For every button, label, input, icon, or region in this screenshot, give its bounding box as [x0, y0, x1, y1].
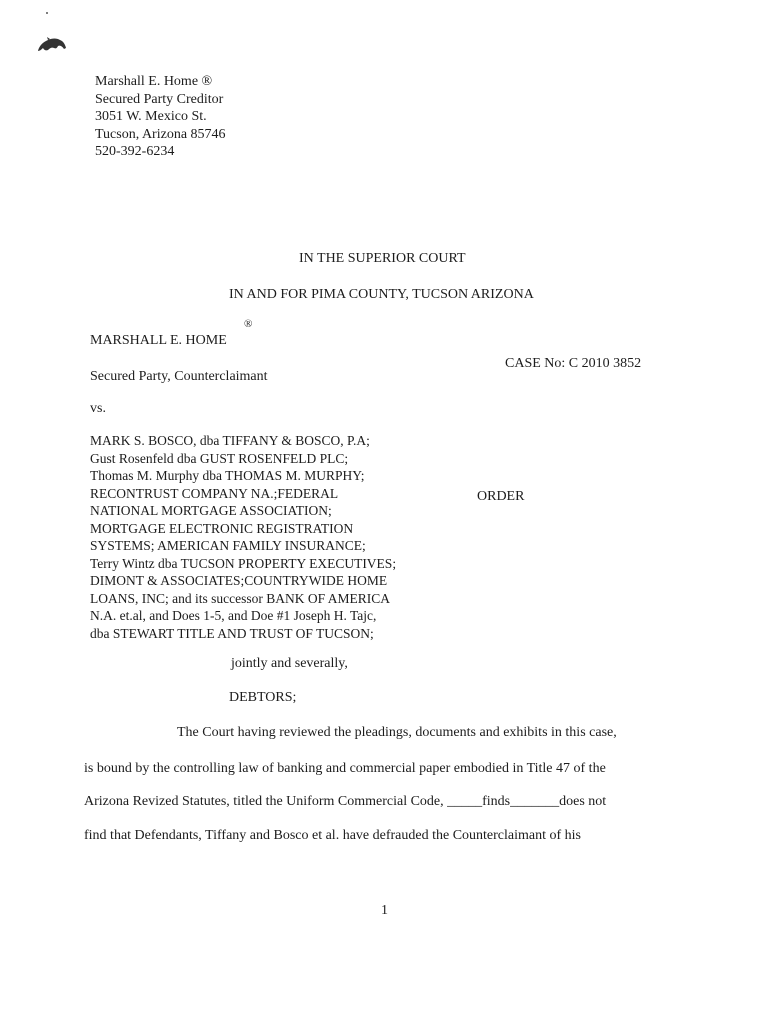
page-number: 1	[381, 903, 388, 918]
defendant-line: DIMONT & ASSOCIATES;COUNTRYWIDE HOME	[90, 573, 388, 588]
case-number: CASE No: C 2010 3852	[505, 356, 642, 371]
sender-phone: 520-392-6234	[95, 144, 175, 159]
claimant-name: MARSHALL E. HOME	[90, 333, 227, 348]
sender-city: Tucson, Arizona 85746	[95, 126, 226, 142]
versus-label: vs.	[90, 401, 106, 416]
defendant-line: MORTGAGE ELECTRONIC REGISTRATION	[90, 520, 354, 536]
registered-mark: ®	[244, 318, 253, 330]
body-line-3: Arizona Revized Statutes, titled the Uniform Commercial Code, _____finds_______does not	[84, 794, 607, 809]
defendant-line: dba STEWART TITLE AND TRUST OF TUCSON;	[90, 625, 374, 641]
scan-speck	[46, 12, 48, 14]
court-heading-line2: IN AND FOR PIMA COUNTY, TUCSON ARIZONA	[229, 287, 534, 302]
defendant-line: NATIONAL MORTGAGE ASSOCIATION;	[90, 503, 332, 518]
defendant-line: RECONTRUST COMPANY NA.;FEDERAL	[90, 485, 339, 501]
court-heading-line1: IN THE SUPERIOR COURT	[299, 251, 466, 266]
defendant-line: MARK S. BOSCO, dba TIFFANY & BOSCO, P.A;	[90, 433, 370, 448]
defendant-line: N.A. et.al, and Does 1-5, and Doe #1 Joseph H. Tajc,	[90, 608, 377, 623]
jointly-severally: jointly and severally,	[231, 656, 348, 671]
defendant-line: SYSTEMS; AMERICAN FAMILY INSURANCE;	[90, 538, 366, 553]
defendant-line: LOANS, INC; and its successor BANK OF AMERICA	[90, 590, 390, 606]
defendant-line: Thomas M. Murphy dba THOMAS M. MURPHY;	[90, 468, 365, 483]
claimant-role: Secured Party, Counterclaimant	[90, 369, 268, 384]
ink-stamp-icon	[36, 34, 68, 56]
sender-address-block	[95, 73, 226, 161]
defendants-list	[90, 432, 396, 642]
body-line-2: is bound by the controlling law of banking and commercial paper embodied in Title 47 of the	[84, 761, 606, 776]
defendant-line: Terry Wintz dba TUCSON PROPERTY EXECUTIVES;	[90, 555, 397, 571]
body-line-4: find that Defendants, Tiffany and Bosco et al. have defrauded the Counterclaimant of his	[84, 828, 581, 843]
sender-street: 3051 W. Mexico St.	[95, 109, 207, 124]
body-line-1: The Court having reviewed the pleadings, documents and exhibits in this case,	[177, 725, 617, 740]
document-title: ORDER	[477, 489, 525, 504]
sender-name: Marshall E. Home ®	[95, 74, 213, 89]
sender-title: Secured Party Creditor	[95, 91, 224, 107]
debtors-label: DEBTORS;	[229, 690, 297, 705]
defendant-line: Gust Rosenfeld dba GUST ROSENFELD PLC;	[90, 450, 349, 466]
